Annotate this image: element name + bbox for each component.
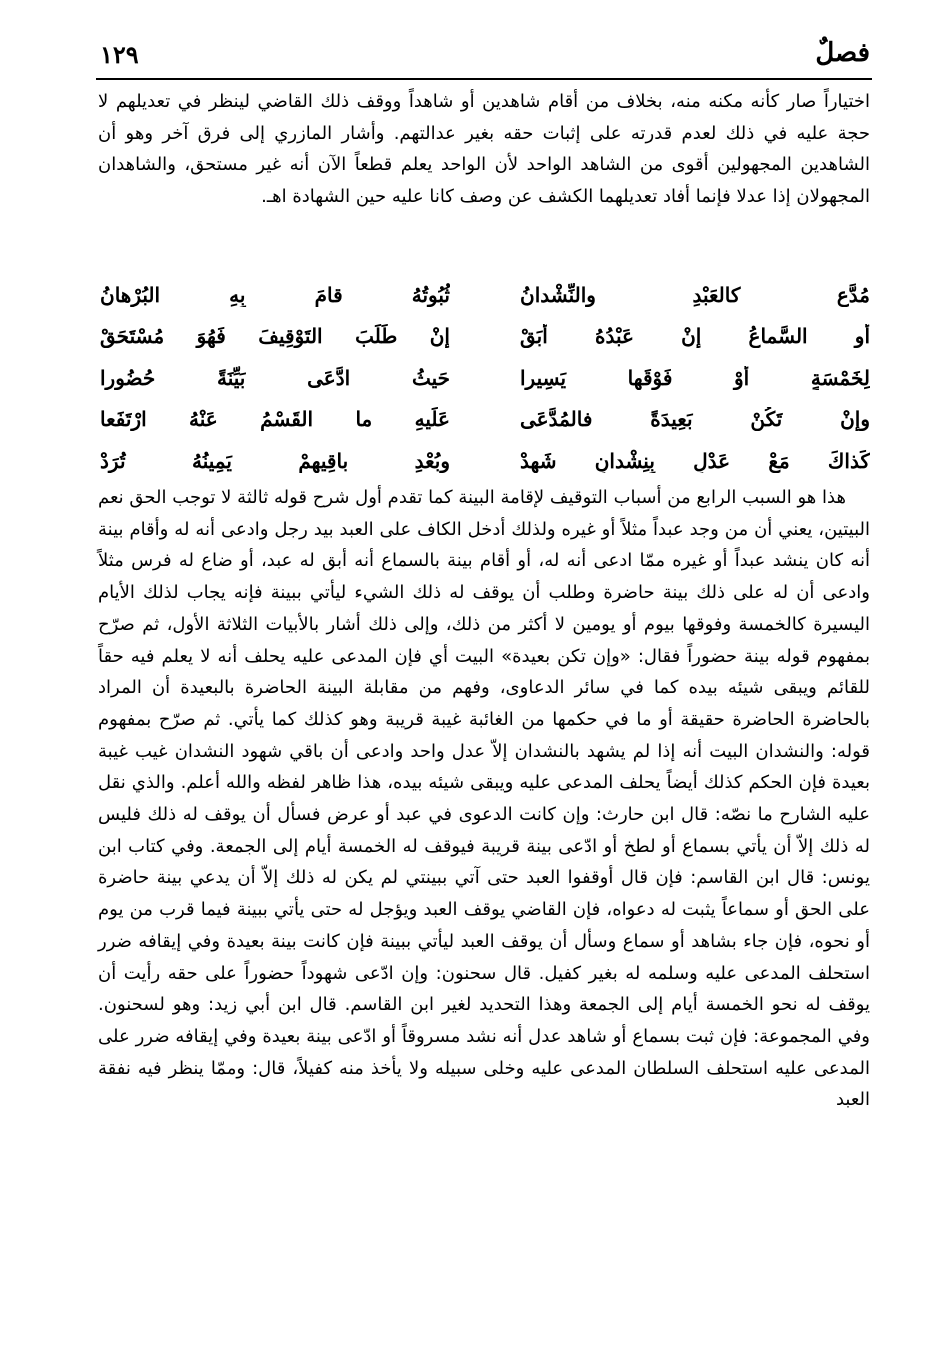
page-number: ١٢٩ bbox=[100, 40, 139, 69]
commentary-text bbox=[98, 482, 870, 1116]
verse-row bbox=[100, 399, 870, 441]
page-header bbox=[96, 36, 872, 84]
intro-paragraph: اختياراً صار كأنه مكنه منه، بخلاف من أقام شاهدين أو شاهداً ووقف ذلك القاضي لينظر في تعديلهم لا حجة عليه في ذلك لعدم قدرته على إثبات حقه بغير عدالتهم. وأشار المازري إلى فرق آخر وهو أن الشاهدين المجهولين أقوى من الشاهد الواحد لأن الواحد يعلم قطعاً الآن أنه غير مستحق، والشاهدان المجهولان إذا عدلا فإنما أفاد تعديلهما الكشف عن وصف كانا عليه حين الشهادة اهـ. bbox=[98, 91, 870, 208]
verse-second-hemistich: حَيثُ ادَّعَى بَيِّنَةً حُضُورا bbox=[100, 365, 450, 390]
section-title: فصلٌ bbox=[815, 38, 870, 68]
poem-verses bbox=[100, 274, 870, 482]
verse-row bbox=[100, 440, 870, 482]
intro-text bbox=[98, 86, 870, 213]
verse-first-hemistich: مُدَّعٍ كالعَبْدِ والنِّشْدانُ bbox=[520, 282, 870, 307]
verse-row bbox=[100, 316, 870, 358]
verse-first-hemistich: لِخَمْسَةٍ أوْ فَوْقَها يَسِيرا bbox=[520, 365, 870, 390]
verse-row bbox=[100, 357, 870, 399]
header-divider bbox=[96, 78, 872, 80]
commentary-paragraph: هذا هو السبب الرابع من أسباب التوقيف لإقامة البينة كما تقدم أول شرح قوله ثالثة لا توجب الحق نعم البيتين، يعني أن من وجد عبداً مثلاً أو غيره ولذلك أدخل الكاف على العبد بيد رجل وادعى أنه له وأقام بينة أنه كان ينشد عبداً أو غيره ممّا ادعى أنه له، أو أقام بينة بالسماع أنه أبق له عبد، أو ضاع له فرس مثلاً وادعى أن له على ذلك بينة حاضرة وطلب أن يوقف له ذلك الشيء ليأتي ببينة فإنه يجاب لذلك الأيام اليسيرة كالخمسة وفوقها بيوم أو يومين لا أكثر من ذلك، وإلى ذلك أشار بالأبيات الثلاثة الأول، ثم صرّح بمفهوم قوله بينة حضوراً فقال: «وإن تكن بعيدة» البيت أي فإن المدعى عليه يحلف أنه لا يعلم فيه حقاً للقائم ويبقى شيئه بيده كما في سائر الدعاوى، وفهم من مقابلة البينة الحاضرة بالبعيدة أن المراد بالحاضرة الحاضرة حقيقة أو ما في حكمها من الغائبة غيبة قريبة وهو كذلك كما يأتي. ثم صرّح بمفهوم قوله: والنشدان البيت أنه إذا لم يشهد بالنشدان إلاّ عدل واحد وادعى أن باقي شهود النشدان غيب غيبة بعيدة فإن الحكم كذلك أيضاً يحلف المدعى عليه ويبقى شيئه بيده، هذا ظاهر لفظه والله أعلم. والذي نقل عليه الشارح ما نصّه: قال ابن حارث: وإن كانت الدعوى في عبد أو عرض فسأل أن يوقف له ذلك فليس له ذلك إلاّ أن يأتي بسماع أو لطخ أو ادّعى بينة قريبة فيوقف له الخمسة أيام إلى الجمعة. وفي كتاب ابن يونس: قال ابن القاسم: فإن قال أوقفوا العبد حتى آتي ببينتي لم يكن له ذلك إلاّ أن يدعي بينة حاضرة على الحق أو سماعاً يثبت له دعواه، فإن القاضي يوقف العبد ويؤجل له حتى يأتي ببينة فيما قرب من يوم أو نحوه، فإن جاء بشاهد أو سماع وسأل أن يوقف العبد ليأتي ببينة فإن كانت بينة بعيدة وفي إيقافه ضرر استحلف المدعى عليه وسلمه له بغير كفيل. قال سحنون: وإن ادّعى شهوداً حضوراً على حقه رأيت أن يوقف له نحو الخمسة أيام إلى الجمعة وهذا التحديد لغير ابن القاسم. قال ابن أبي زيد: وهو لسحنون. وفي المجموعة: فإن ثبت بسماع أو شاهد عدل أنه نشد مسروقاً أو ادّعى بينة بعيدة وفي إيقافه ضرر على المدعى عليه استحلف السلطان المدعى عليه وخلى سبيله ولا يأخذ منه كفيلاً، قال: وممّا ينظر فيه نفقة العبد bbox=[98, 487, 870, 1111]
verse-first-hemistich: كَذاكَ مَعْ عَدْلٍ بِنِشْدانٍ شَهِدْ bbox=[520, 448, 870, 473]
verse-row bbox=[100, 274, 870, 316]
verse-first-hemistich: أو السَّماعُ إنْ عَبْدُهُ أبَقْ bbox=[520, 324, 870, 349]
verse-second-hemistich: وبُعْدِ باقِيهِمْ يَمِينُهُ تُرَدْ bbox=[100, 448, 450, 473]
verse-first-hemistich: وإنْ تَكُنْ بَعِيدَةً فالمُدَّعَى bbox=[520, 407, 870, 432]
verse-second-hemistich: إنْ طَلَبَ التَوْقِيفَ فَهُوَ مُسْتَحَقْ bbox=[100, 324, 450, 349]
verse-second-hemistich: ثُبُوتُهُ قامَ بِهِ البُرْهانُ bbox=[100, 282, 450, 307]
verse-second-hemistich: عَلَيهِ ما القَسْمُ عَنْهُ ارْتَفَعا bbox=[100, 407, 450, 432]
